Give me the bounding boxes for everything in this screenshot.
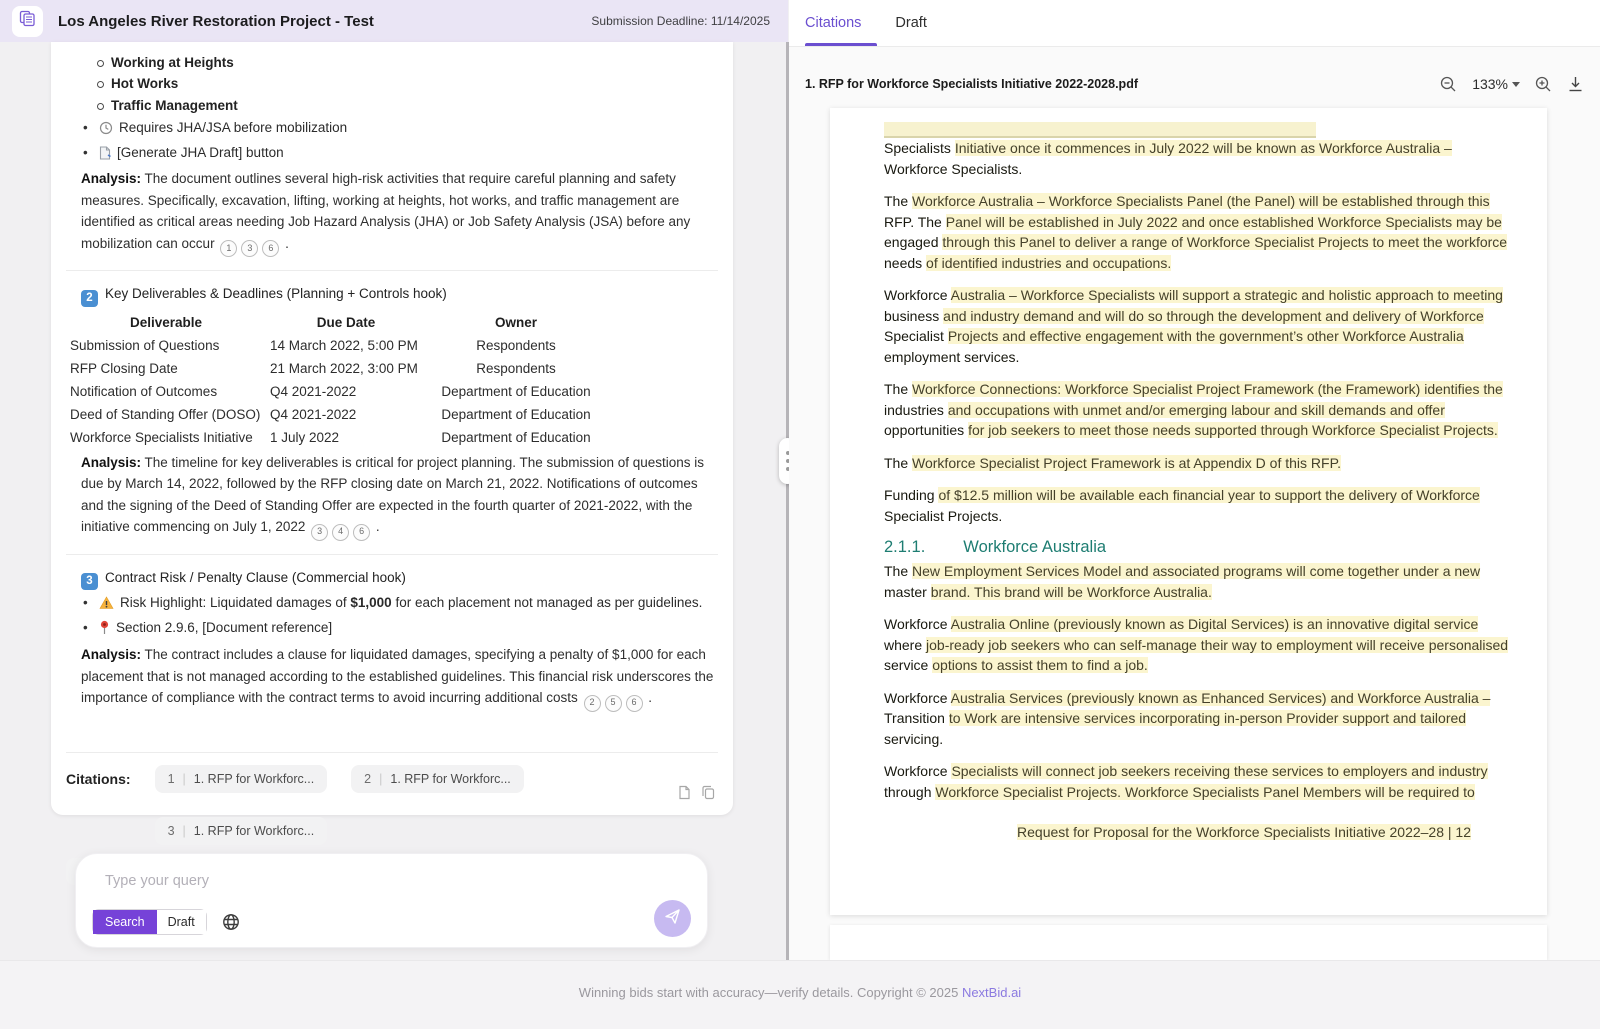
clock-icon [99,120,113,141]
pdf-highlighted-text: for job seekers to meet those needs supported through Workforce Specialist Projects. [968,422,1498,438]
table-cell: 21 March 2022, 3:00 PM [270,360,418,376]
search-mode-button[interactable]: Search [93,910,157,934]
project-header [0,0,788,42]
citation-number-circle[interactable]: 6 [262,240,279,257]
table-row [66,403,606,426]
pdf-line-lead: The [884,454,909,471]
analysis-label: Analysis: [81,171,142,187]
divider-line [66,554,718,555]
table-header-cell: Deliverable [129,314,203,330]
nextbid-link[interactable]: NextBid.ai [961,985,1022,1000]
chip-number: 2 [364,771,372,786]
pdf-line [884,635,1509,656]
section-3-badge: 3 [81,573,98,590]
pdf-paragraph [884,561,1481,602]
clipped-text-line [884,122,1471,129]
chip-divider: | [379,771,383,786]
pdf-highlighted-text: of $12.5 million will be available each financial year to support the delivery of Workforce [938,487,1480,503]
table-cell: Department of Education [441,407,591,423]
chip-label: 1. RFP for Workforc... [193,771,315,786]
pdf-highlighted-text: Workforce Australia – Workforce Specialists Panel (the Panel) will be established through this [912,193,1490,209]
chip-divider: | [182,771,186,786]
pdf-line-lead: servicing. [884,730,944,747]
table-cell: Department of Education [441,430,591,446]
pdf-line-lead: RFP. The [884,213,942,230]
copy-icon[interactable] [701,785,715,803]
pdf-line-lead: needs [884,254,923,271]
page-icon [99,145,111,166]
pdf-highlighted-text: Workforce Specialist Project Framework is at Appendix D of this RFP. [912,454,1341,471]
pdf-line-lead: industries [884,401,944,418]
pdf-line [884,138,1471,159]
pdf-highlighted-text: brand. This brand will be Workforce Australia. [930,583,1212,600]
globe-icon[interactable] [221,912,241,932]
pdf-line [884,326,1471,347]
query-input[interactable] [103,872,667,890]
analysis-card [51,42,733,838]
copy-document-icon [19,10,36,32]
divider-line [66,270,718,271]
analysis-label: Analysis: [81,454,142,470]
table-header-row [66,311,606,334]
pdf-line-lead: Specialist Projects. [884,507,1003,524]
pdf-highlighted-text: Panel will be established in July 2022 and once established Workforce Specialists may be [945,213,1502,230]
high-risk-activity-item: Working at Heights [66,52,718,73]
pdf-highlighted-text: New Employment Services Model and associated programs will come together under a new [912,563,1481,579]
pdf-line [884,347,1471,368]
chip-label: 1. RFP for Workforc... [390,771,511,786]
pdf-line-lead: Specialist [884,328,944,344]
pdf-highlighted-text: through this Panel to deliver a range of Workforce Specialist Projects to meet the workforce [942,234,1508,250]
send-button[interactable] [654,900,691,937]
zoom-in-icon[interactable] [1534,75,1553,94]
analysis-label: Analysis: [81,647,142,663]
pdf-line [884,232,1508,253]
table-header-cell: Due Date [316,314,376,330]
pdf-highlighted-text: Initiative once it commences in July 2022 will be known as Workforce Australia – [954,140,1452,156]
pdf-line [884,708,1471,729]
citation-number-circle[interactable]: 6 [626,695,643,712]
query-controls [92,909,241,935]
pdf-line-lead: Funding [884,487,935,503]
pdf-section-heading [884,538,1471,557]
pdf-paragraph [884,453,1471,474]
pdf-line [884,582,1471,603]
zoom-out-icon[interactable] [1439,75,1458,94]
table-row [66,380,606,403]
table-cell: Notification of Outcomes [70,384,218,400]
citations-label: Citations: [66,770,131,787]
pin-icon [99,620,110,642]
pdf-highlighted-text: and occupations with unmet and/or emerging labour and skill demands and offer [947,401,1445,418]
pdf-paragraph [884,761,1488,802]
citation-chip[interactable] [155,765,328,793]
pdf-paragraph [884,614,1509,676]
app-footer [0,960,1600,1029]
draft-mode-button[interactable]: Draft [157,910,206,934]
table-cell: Q4 2021-2022 [270,384,357,400]
download-icon[interactable] [1567,75,1584,93]
table-header-cell: Owner [494,314,537,330]
pdf-line-lead: employment services. [884,348,1020,365]
chip-divider: | [182,823,186,838]
regenerate-icon[interactable] [677,785,691,803]
divider-line [66,752,718,753]
mode-toggle [92,909,207,935]
pdf-highlighted-text: of identified industries and occupations. [926,254,1172,271]
table-cell: Respondents [476,360,556,376]
document-tabs [789,0,1600,47]
risk-amount: $1,000 [350,595,392,611]
pdf-line [884,782,1475,803]
table-cell: Q4 2021-2022 [270,407,357,423]
pdf-line [884,379,1503,400]
pdf-highlighted-text: options to assist them to find a job. [932,657,1148,673]
pdf-line [884,485,1480,506]
pdf-line [884,420,1498,441]
pdf-highlighted-text: and industry demand and will do so through the development and delivery of Workforce [943,307,1484,324]
project-icon-button[interactable] [12,6,43,37]
document-reference-item: • Section 2.9.6, [Document reference] [66,617,718,642]
table-row [66,334,606,357]
warning-icon [99,595,114,617]
table-row [66,426,606,449]
citation-number-circle[interactable]: 6 [353,524,370,541]
table-cell: 1 July 2022 [270,430,340,446]
pdf-line [884,285,1503,306]
requirement-bullet-item: • [Generate JHA Draft] button [66,142,718,166]
pdf-line [884,400,1471,421]
pdf-highlighted-text: Australia – Workforce Specialists will support a strategic and holistic approach to meeting [950,287,1503,303]
pdf-highlighted-text: job-ready job seekers who can self-manage their way to employment will receive personalised [926,636,1509,653]
section-3-heading: 3 Contract Risk / Penalty Clause (Commercial hook) [81,567,718,591]
pdf-line [884,614,1479,635]
pdf-line [884,729,1471,750]
document-panel [789,0,1600,960]
table-cell: Deed of Standing Offer (DOSO) [70,407,261,423]
pdf-paragraph [884,138,1471,179]
citations-row [66,765,718,845]
tab-citations[interactable]: Citations [805,15,862,31]
card-actions [677,785,715,803]
pdf-page-footer-text: Request for Proposal for the Workforce Specialists Initiative 2022–28 | 12 [1017,824,1471,840]
table-cell: Submission of Questions [70,337,220,353]
pdf-line-lead: engaged [884,234,939,250]
pdf-highlighted-text: Specialists will connect job seekers receiving these services to employers and industry [951,763,1488,779]
pdf-page-1 [830,108,1547,915]
analysis-paragraph-2: Analysis: The timeline for key deliverables is critical for project planning. The submission of questions is due by March 14, 2022, followed by the RFP closing date on March 21, 2022. Notifications of outcomes and the signing of the Deed of Standing Offer are expected in the fourth quarter of 2021-2022, with the initiative commencing on July 1, 2022 3 4 6 . [81,452,718,541]
pdf-paragraph [884,379,1503,441]
tab-draft[interactable]: Draft [895,15,927,31]
section-2-heading: 2 Key Deliverables & Deadlines (Planning + Controls hook) [81,283,718,307]
pdf-line [884,506,1471,527]
pdf-highlighted-text: Australia Services (previously known as Enhanced Services) and Workforce Australia – [950,689,1491,706]
requirement-bullet-list [66,117,718,166]
pdf-line-lead: through [884,783,932,800]
pdf-line [884,212,1502,233]
submission-deadline: Submission Deadline: 11/14/2025 [591,14,770,28]
high-risk-activity-list [66,52,718,116]
pdf-line-lead: Workforce [884,689,948,706]
table-cell: Workforce Specialists Initiative [70,430,253,446]
pdf-line [884,253,1471,274]
pdf-highlighted-text: Workforce Specialist Projects. Workforce Specialists Panel Members will be required to [935,783,1475,800]
citation-number-circle[interactable]: 5 [605,695,622,712]
citation-number-circle[interactable]: 2 [584,695,601,712]
analysis-paragraph-3: Analysis: The contract includes a clause for liquidated damages, specifying a penalty of $1,000 for each placement that is not managed according to the established guidelines. This financial risk underscores the importance of compliance with the contract terms to avoid incurring additional costs 2 5 6 . [81,644,718,711]
pdf-paragraph [884,485,1480,526]
pdf-line [884,688,1491,709]
high-risk-activity-item: Traffic Management [66,95,718,116]
pdf-toolbar [789,60,1600,108]
table-cell: Department of Education [441,384,591,400]
pdf-heading-number: 2.1.1. [884,538,926,556]
pdf-line-lead: Workforce [884,616,948,632]
requirement-bullet-item: • Requires JHA/JSA before mobilization [66,117,718,141]
analysis-paragraph-1: Analysis: The document outlines several high-risk activities that require careful planning and safety measures. Specifically, excavation, lifting, working at heights, hot works, and traffic management are identified as critical areas needing Job Hazard Analysis (JHA) or Job Safety Analysis (JSA) before any mobilization can occur 1 3 6 . [81,168,718,257]
chip-label: 1. RFP for Workforc... [193,823,315,838]
pdf-line-lead: Workforce [884,763,948,779]
chevron-down-icon [1512,82,1520,87]
pdf-line [884,191,1490,212]
pdf-highlighted-text: Workforce Connections: Workforce Specialist Project Framework (the Framework) identifies the [912,381,1503,397]
pdf-line [884,761,1488,782]
pdf-line-lead: The [884,193,909,209]
pdf-line-lead: master [884,583,927,600]
risk-bullet-list [66,592,718,642]
pdf-line-lead: Transition [884,710,945,726]
pdf-line-lead: The [884,381,909,397]
citation-number-circle[interactable]: 3 [311,524,328,541]
footer-text: Winning bids start with accuracy—verify details. Copyright © 2025 NextBid.ai [578,985,1022,1000]
citation-chip[interactable] [351,765,524,793]
pdf-paragraph [884,285,1503,367]
pdf-page-footer [884,822,1471,842]
pdf-line [884,561,1481,582]
citation-number-circle[interactable]: 1 [220,240,237,257]
page-title: Los Angeles River Restoration Project - Test [58,12,374,30]
section-2-badge: 2 [81,290,98,307]
pdf-line [884,453,1471,474]
query-box [75,853,708,948]
pdf-line-lead: where [884,636,923,653]
citation-chip[interactable] [155,817,328,845]
table-cell: Respondents [476,337,556,353]
active-tab-underline [805,43,877,46]
chip-number: 3 [167,823,175,838]
pdf-line-lead: business [884,307,940,324]
pdf-filename: 1. RFP for Workforce Specialists Initiative 2022-2028.pdf [805,77,1138,91]
pdf-highlighted-text: Australia Online (previously known as Digital Services) is an innovative digital service [950,616,1479,632]
risk-highlight-item: • Risk Highlight: Liquidated damages of $1,000 for each placement not managed as per guidelines. [66,592,718,617]
pdf-page-2 [830,925,1547,960]
pdf-line-lead: Specialists [884,140,951,156]
pdf-line [884,159,1471,180]
pdf-line-lead: The [884,563,909,579]
pdf-line-lead: opportunities [884,422,965,438]
pdf-line-lead: Workforce Specialists. [884,160,1023,177]
paper-plane-icon [664,908,681,930]
citation-number-circle[interactable]: 4 [332,524,349,541]
citation-chip-list [155,765,718,845]
pdf-line [884,306,1484,327]
zoom-level-dropdown[interactable]: 133% [1472,76,1520,92]
pdf-highlighted-text: to Work are intensive services incorporating in-person Provider support and tailored [948,710,1467,726]
pdf-line-lead: service [884,657,929,673]
table-cell: 14 March 2022, 5:00 PM [270,337,418,353]
pdf-line-lead: Workforce [884,287,948,303]
table-row [66,357,606,380]
pdf-heading-text: Workforce Australia [963,538,1107,556]
pdf-paragraph [884,688,1491,750]
high-risk-activity-item: Hot Works [66,73,718,94]
chip-number: 1 [167,771,175,786]
pdf-line [884,655,1471,676]
chat-panel [0,42,788,960]
pdf-highlighted-text: Projects and effective engagement with the government’s other Workforce Australia [947,328,1464,344]
pdf-controls [1439,75,1584,94]
deliverables-table [66,311,606,450]
pdf-paragraph [884,191,1508,273]
table-cell: RFP Closing Date [70,360,178,376]
citation-number-circle[interactable]: 3 [241,240,258,257]
